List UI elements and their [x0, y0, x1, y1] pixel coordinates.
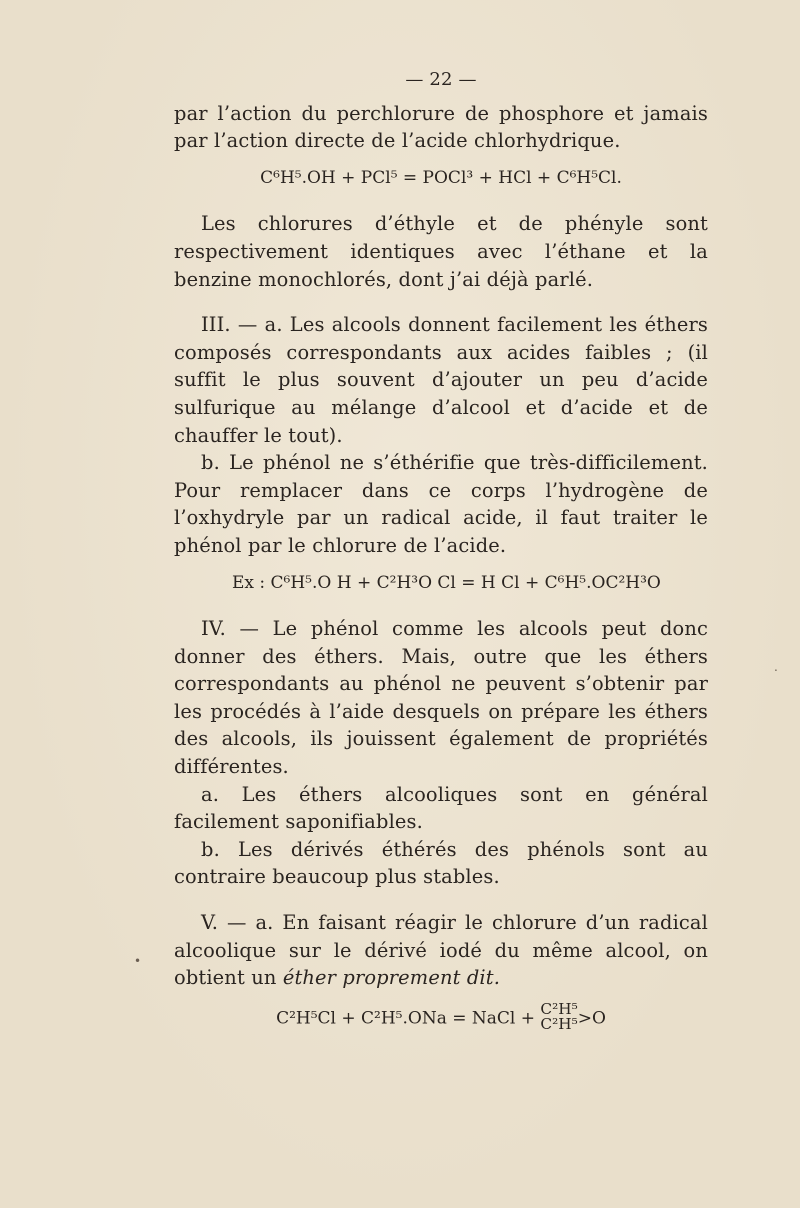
paragraph-8-text: V. — a. En faisant réagir le chlorure d’un radical alcoolique sur le dérivé iodé du même alcool, on obtient un: [174, 911, 708, 990]
paragraph-3: III. — a. Les alcools donnent facilement les éthers composés correspondants aux acides faibles ; (il suffit le plus souvent d’ajouter un peu d’acide sulfurique au mélange d’alcool et d’acide et de chauffer le tout).: [174, 313, 708, 447]
formula-phenol-pcl5: C⁶H⁵.OH + PCl⁵ = POCl³ + HCl + C⁶H⁵Cl.: [260, 167, 622, 188]
formula-3-left: C²H⁵Cl + C²H⁵.ONa = NaCl +: [276, 1008, 536, 1029]
paragraph-4: b. Le phénol ne s’éthérifie que très-difficilement. Pour remplacer dans ce corps l’hydrogène de l’oxhydryle par un radical acide, il faut traiter le phénol par le chlorure de l’acide.: [174, 451, 708, 557]
paragraph-6: a. Les éthers alcooliques sont en général facilement saponifiables.: [174, 782, 708, 834]
formula-3-top: C²H⁵: [540, 999, 578, 1018]
ink-dot: .: [774, 660, 778, 674]
formula-3-fraction: [540, 999, 578, 1033]
formula-3-right: >O: [577, 1008, 606, 1029]
ink-speck: •: [134, 954, 142, 968]
formula-example-esterification: Ex : C⁶H⁵.O H + C²H³O Cl = H Cl + C⁶H⁵.OC²H³O: [232, 572, 661, 593]
formula-ether-synthesis: [174, 999, 708, 1033]
paragraph-8-italic: éther proprement dit.: [282, 966, 501, 990]
paragraph-1: par l’action du perchlorure de phosphore et jamais par l’action directe de l’acide chlorhydrique.: [174, 101, 708, 153]
paragraph-2: Les chlorures d’éthyle et de phényle sont respectivement identiques avec l’éthane et la benzine monochlorés, dont j’ai déjà parlé.: [174, 212, 708, 291]
page-number: — 22 —: [405, 69, 477, 90]
formula-3-bottom: C²H⁵: [540, 1014, 578, 1033]
page-text: [174, 66, 708, 1045]
paragraph-7: b. Les dérivés éthérés des phénols sont au contraire beaucoup plus stables.: [174, 837, 708, 889]
paragraph-8: [174, 909, 708, 992]
paragraph-5: IV. — Le phénol comme les alcools peut donc donner des éthers. Mais, outre que les éthers correspondants au phénol ne peuvent s’obtenir par les procédés à l’aide desquels on prépare les éthers des alcools, ils jouissent également de propriétés différentes.: [174, 617, 708, 779]
